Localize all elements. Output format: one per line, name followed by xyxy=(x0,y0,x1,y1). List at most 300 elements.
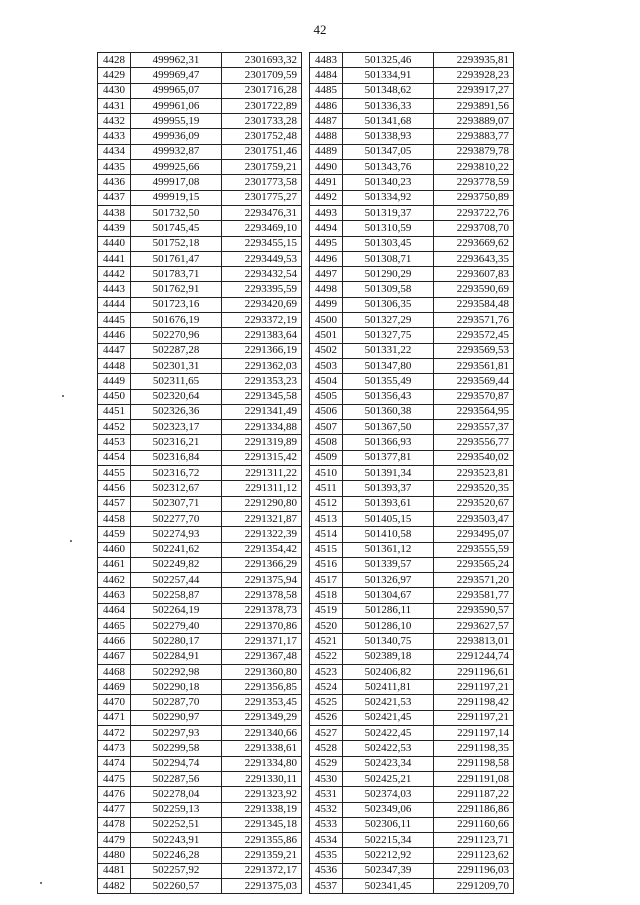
x-coordinate-cell: 502307,71 xyxy=(131,496,222,511)
table-row xyxy=(98,98,302,113)
y-coordinate-cell: 2293778,59 xyxy=(434,175,514,190)
table-row xyxy=(98,251,302,266)
point-number-cell: 4466 xyxy=(98,634,131,649)
y-coordinate-cell: 2291366,19 xyxy=(222,343,302,358)
y-coordinate-cell: 2301733,28 xyxy=(222,114,302,129)
y-coordinate-cell: 2291160,66 xyxy=(434,817,514,832)
table-row xyxy=(310,450,514,465)
point-number-cell: 4470 xyxy=(98,695,131,710)
y-coordinate-cell: 2293607,83 xyxy=(434,267,514,282)
x-coordinate-cell: 502389,18 xyxy=(343,649,434,664)
point-number-cell: 4460 xyxy=(98,542,131,557)
table-row xyxy=(310,741,514,756)
point-number-cell: 4486 xyxy=(310,98,343,113)
x-coordinate-cell: 501325,46 xyxy=(343,53,434,68)
y-coordinate-cell: 2293495,07 xyxy=(434,527,514,542)
point-number-cell: 4519 xyxy=(310,603,343,618)
x-coordinate-cell: 502287,70 xyxy=(131,695,222,710)
x-coordinate-cell: 501361,12 xyxy=(343,542,434,557)
table-row xyxy=(310,68,514,83)
y-coordinate-cell: 2293520,35 xyxy=(434,481,514,496)
point-number-cell: 4447 xyxy=(98,343,131,358)
coordinates-table-right xyxy=(309,52,514,894)
y-coordinate-cell: 2293395,59 xyxy=(222,282,302,297)
y-coordinate-cell: 2293523,81 xyxy=(434,466,514,481)
y-coordinate-cell: 2291319,89 xyxy=(222,435,302,450)
y-coordinate-cell: 2293520,67 xyxy=(434,496,514,511)
table-row xyxy=(98,114,302,129)
table-row xyxy=(98,328,302,343)
table-row xyxy=(310,236,514,251)
table-row xyxy=(310,695,514,710)
point-number-cell: 4444 xyxy=(98,297,131,312)
table-row xyxy=(310,817,514,832)
point-number-cell: 4455 xyxy=(98,466,131,481)
y-coordinate-cell: 2293571,20 xyxy=(434,573,514,588)
x-coordinate-cell: 501745,45 xyxy=(131,221,222,236)
point-number-cell: 4438 xyxy=(98,205,131,220)
y-coordinate-cell: 2293503,47 xyxy=(434,511,514,526)
table-row xyxy=(98,236,302,251)
table-row xyxy=(98,68,302,83)
point-number-cell: 4431 xyxy=(98,98,131,113)
y-coordinate-cell: 2291375,94 xyxy=(222,573,302,588)
point-number-cell: 4429 xyxy=(98,68,131,83)
x-coordinate-cell: 502212,92 xyxy=(343,848,434,863)
x-coordinate-cell: 499961,06 xyxy=(131,98,222,113)
table-row xyxy=(310,557,514,572)
page-number: 42 xyxy=(313,22,327,37)
point-number-cell: 4469 xyxy=(98,680,131,695)
y-coordinate-cell: 2291383,64 xyxy=(222,328,302,343)
table-row xyxy=(310,771,514,786)
table-row xyxy=(310,680,514,695)
x-coordinate-cell: 502316,84 xyxy=(131,450,222,465)
table-row xyxy=(310,83,514,98)
x-coordinate-cell: 502341,45 xyxy=(343,879,434,894)
y-coordinate-cell: 2291338,19 xyxy=(222,802,302,817)
y-coordinate-cell: 2293813,01 xyxy=(434,634,514,649)
table-row xyxy=(310,313,514,328)
point-number-cell: 4461 xyxy=(98,557,131,572)
point-number-cell: 4454 xyxy=(98,450,131,465)
table-row xyxy=(98,466,302,481)
x-coordinate-cell: 501306,35 xyxy=(343,297,434,312)
y-coordinate-cell: 2291353,45 xyxy=(222,695,302,710)
table-row xyxy=(98,833,302,848)
x-coordinate-cell: 502258,87 xyxy=(131,588,222,603)
y-coordinate-cell: 2293810,22 xyxy=(434,160,514,175)
table-row xyxy=(98,221,302,236)
x-coordinate-cell: 502347,39 xyxy=(343,863,434,878)
table-row xyxy=(98,267,302,282)
y-coordinate-cell: 2291345,18 xyxy=(222,817,302,832)
x-coordinate-cell: 501732,50 xyxy=(131,205,222,220)
y-coordinate-cell: 2291196,03 xyxy=(434,863,514,878)
point-number-cell: 4435 xyxy=(98,160,131,175)
x-coordinate-cell: 501309,58 xyxy=(343,282,434,297)
x-coordinate-cell: 502425,21 xyxy=(343,771,434,786)
table-row xyxy=(98,343,302,358)
y-coordinate-cell: 2293569,53 xyxy=(434,343,514,358)
table-row xyxy=(310,98,514,113)
table-row xyxy=(98,374,302,389)
x-coordinate-cell: 502260,57 xyxy=(131,879,222,894)
point-number-cell: 4494 xyxy=(310,221,343,236)
x-coordinate-cell: 502316,72 xyxy=(131,466,222,481)
x-coordinate-cell: 502280,17 xyxy=(131,634,222,649)
table-row xyxy=(310,588,514,603)
x-coordinate-cell: 501339,57 xyxy=(343,557,434,572)
table-row xyxy=(98,680,302,695)
x-coordinate-cell: 502297,93 xyxy=(131,726,222,741)
x-coordinate-cell: 501366,93 xyxy=(343,435,434,450)
x-coordinate-cell: 502374,03 xyxy=(343,787,434,802)
point-number-cell: 4500 xyxy=(310,313,343,328)
point-number-cell: 4484 xyxy=(310,68,343,83)
table-row xyxy=(98,129,302,144)
table-row xyxy=(98,358,302,373)
x-coordinate-cell: 501334,91 xyxy=(343,68,434,83)
table-row xyxy=(98,511,302,526)
y-coordinate-cell: 2291356,85 xyxy=(222,680,302,695)
x-coordinate-cell: 501761,47 xyxy=(131,251,222,266)
point-number-cell: 4442 xyxy=(98,267,131,282)
table-row xyxy=(310,664,514,679)
x-coordinate-cell: 502290,18 xyxy=(131,680,222,695)
x-coordinate-cell: 501762,91 xyxy=(131,282,222,297)
table-row xyxy=(310,435,514,450)
y-coordinate-cell: 2293627,57 xyxy=(434,618,514,633)
table-row xyxy=(98,603,302,618)
table-row xyxy=(98,542,302,557)
table-row xyxy=(310,420,514,435)
table-row xyxy=(98,450,302,465)
x-coordinate-cell: 502274,93 xyxy=(131,527,222,542)
x-coordinate-cell: 502287,28 xyxy=(131,343,222,358)
point-number-cell: 4465 xyxy=(98,618,131,633)
x-coordinate-cell: 502422,45 xyxy=(343,726,434,741)
x-coordinate-cell: 502306,11 xyxy=(343,817,434,832)
point-number-cell: 4512 xyxy=(310,496,343,511)
table-row xyxy=(98,802,302,817)
x-coordinate-cell: 499925,66 xyxy=(131,160,222,175)
point-number-cell: 4485 xyxy=(310,83,343,98)
y-coordinate-cell: 2291323,92 xyxy=(222,787,302,802)
x-coordinate-cell: 501347,80 xyxy=(343,358,434,373)
point-number-cell: 4451 xyxy=(98,404,131,419)
point-number-cell: 4534 xyxy=(310,833,343,848)
x-coordinate-cell: 499917,08 xyxy=(131,175,222,190)
y-coordinate-cell: 2293555,59 xyxy=(434,542,514,557)
y-coordinate-cell: 2293372,19 xyxy=(222,313,302,328)
y-coordinate-cell: 2291123,71 xyxy=(434,833,514,848)
x-coordinate-cell: 502316,21 xyxy=(131,435,222,450)
table-row xyxy=(98,787,302,802)
y-coordinate-cell: 2291209,70 xyxy=(434,879,514,894)
y-coordinate-cell: 2301751,46 xyxy=(222,144,302,159)
y-coordinate-cell: 2291187,22 xyxy=(434,787,514,802)
table-row xyxy=(98,756,302,771)
x-coordinate-cell: 501304,67 xyxy=(343,588,434,603)
point-number-cell: 4490 xyxy=(310,160,343,175)
table-row xyxy=(98,53,302,68)
point-number-cell: 4487 xyxy=(310,114,343,129)
x-coordinate-cell: 499962,31 xyxy=(131,53,222,68)
table-row xyxy=(98,863,302,878)
y-coordinate-cell: 2291191,08 xyxy=(434,771,514,786)
table-row xyxy=(310,634,514,649)
y-coordinate-cell: 2293750,89 xyxy=(434,190,514,205)
y-coordinate-cell: 2291360,80 xyxy=(222,664,302,679)
x-coordinate-cell: 501367,50 xyxy=(343,420,434,435)
y-coordinate-cell: 2293572,45 xyxy=(434,328,514,343)
x-coordinate-cell: 501327,29 xyxy=(343,313,434,328)
x-coordinate-cell: 501676,19 xyxy=(131,313,222,328)
point-number-cell: 4524 xyxy=(310,680,343,695)
y-coordinate-cell: 2291378,73 xyxy=(222,603,302,618)
y-coordinate-cell: 2291322,39 xyxy=(222,527,302,542)
table-row xyxy=(98,144,302,159)
coordinates-table-left xyxy=(97,52,302,894)
x-coordinate-cell: 502279,40 xyxy=(131,618,222,633)
table-row xyxy=(98,879,302,894)
table-row xyxy=(98,389,302,404)
table-row xyxy=(310,466,514,481)
y-coordinate-cell: 2291362,03 xyxy=(222,358,302,373)
y-coordinate-cell: 2291341,49 xyxy=(222,404,302,419)
x-coordinate-cell: 502290,97 xyxy=(131,710,222,725)
point-number-cell: 4498 xyxy=(310,282,343,297)
table-row xyxy=(310,726,514,741)
table-row xyxy=(98,435,302,450)
table-row xyxy=(310,848,514,863)
y-coordinate-cell: 2293432,54 xyxy=(222,267,302,282)
y-coordinate-cell: 2293469,10 xyxy=(222,221,302,236)
table-row xyxy=(98,618,302,633)
point-number-cell: 4528 xyxy=(310,741,343,756)
y-coordinate-cell: 2291197,21 xyxy=(434,680,514,695)
x-coordinate-cell: 502406,82 xyxy=(343,664,434,679)
point-number-cell: 4428 xyxy=(98,53,131,68)
table-row xyxy=(98,557,302,572)
y-coordinate-cell: 2293891,56 xyxy=(434,98,514,113)
table-row xyxy=(310,603,514,618)
x-coordinate-cell: 502422,53 xyxy=(343,741,434,756)
x-coordinate-cell: 502257,92 xyxy=(131,863,222,878)
point-number-cell: 4452 xyxy=(98,420,131,435)
point-number-cell: 4510 xyxy=(310,466,343,481)
table-row xyxy=(310,221,514,236)
table-row xyxy=(98,588,302,603)
table-row xyxy=(310,144,514,159)
point-number-cell: 4511 xyxy=(310,481,343,496)
point-number-cell: 4530 xyxy=(310,771,343,786)
table-row xyxy=(310,358,514,373)
x-coordinate-cell: 501377,81 xyxy=(343,450,434,465)
x-coordinate-cell: 501338,93 xyxy=(343,129,434,144)
point-number-cell: 4483 xyxy=(310,53,343,68)
y-coordinate-cell: 2291334,80 xyxy=(222,756,302,771)
y-coordinate-cell: 2293643,35 xyxy=(434,251,514,266)
table-row xyxy=(98,771,302,786)
x-coordinate-cell: 501340,23 xyxy=(343,175,434,190)
y-coordinate-cell: 2291370,86 xyxy=(222,618,302,633)
x-coordinate-cell: 501290,29 xyxy=(343,267,434,282)
point-number-cell: 4493 xyxy=(310,205,343,220)
x-coordinate-cell: 501310,59 xyxy=(343,221,434,236)
point-number-cell: 4515 xyxy=(310,542,343,557)
x-coordinate-cell: 501303,45 xyxy=(343,236,434,251)
x-coordinate-cell: 501393,61 xyxy=(343,496,434,511)
point-number-cell: 4440 xyxy=(98,236,131,251)
x-coordinate-cell: 502311,65 xyxy=(131,374,222,389)
table-row xyxy=(98,282,302,297)
x-coordinate-cell: 502215,34 xyxy=(343,833,434,848)
y-coordinate-cell: 2293564,95 xyxy=(434,404,514,419)
y-coordinate-cell: 2291353,23 xyxy=(222,374,302,389)
point-number-cell: 4462 xyxy=(98,573,131,588)
table-row xyxy=(310,282,514,297)
x-coordinate-cell: 501340,75 xyxy=(343,634,434,649)
point-number-cell: 4504 xyxy=(310,374,343,389)
y-coordinate-cell: 2293556,77 xyxy=(434,435,514,450)
x-coordinate-cell: 502312,67 xyxy=(131,481,222,496)
point-number-cell: 4531 xyxy=(310,787,343,802)
y-coordinate-cell: 2291311,12 xyxy=(222,481,302,496)
point-number-cell: 4464 xyxy=(98,603,131,618)
scan-speck xyxy=(70,540,72,542)
table-row xyxy=(310,710,514,725)
point-number-cell: 4471 xyxy=(98,710,131,725)
x-coordinate-cell: 501347,05 xyxy=(343,144,434,159)
point-number-cell: 4434 xyxy=(98,144,131,159)
point-number-cell: 4517 xyxy=(310,573,343,588)
x-coordinate-cell: 501326,97 xyxy=(343,573,434,588)
y-coordinate-cell: 2291315,42 xyxy=(222,450,302,465)
point-number-cell: 4437 xyxy=(98,190,131,205)
point-number-cell: 4506 xyxy=(310,404,343,419)
point-number-cell: 4537 xyxy=(310,879,343,894)
table-row xyxy=(98,420,302,435)
table-row xyxy=(98,634,302,649)
x-coordinate-cell: 502423,34 xyxy=(343,756,434,771)
x-coordinate-cell: 502421,53 xyxy=(343,695,434,710)
x-coordinate-cell: 501334,92 xyxy=(343,190,434,205)
x-coordinate-cell: 501723,16 xyxy=(131,297,222,312)
x-coordinate-cell: 502257,44 xyxy=(131,573,222,588)
x-coordinate-cell: 501327,75 xyxy=(343,328,434,343)
x-coordinate-cell: 499919,15 xyxy=(131,190,222,205)
table-row xyxy=(310,649,514,664)
x-coordinate-cell: 502246,28 xyxy=(131,848,222,863)
y-coordinate-cell: 2291345,58 xyxy=(222,389,302,404)
table-row xyxy=(98,527,302,542)
y-coordinate-cell: 2301773,58 xyxy=(222,175,302,190)
y-coordinate-cell: 2293889,07 xyxy=(434,114,514,129)
point-number-cell: 4505 xyxy=(310,389,343,404)
point-number-cell: 4513 xyxy=(310,511,343,526)
y-coordinate-cell: 2293449,53 xyxy=(222,251,302,266)
y-coordinate-cell: 2291372,17 xyxy=(222,863,302,878)
point-number-cell: 4509 xyxy=(310,450,343,465)
x-coordinate-cell: 501286,11 xyxy=(343,603,434,618)
y-coordinate-cell: 2291198,58 xyxy=(434,756,514,771)
y-coordinate-cell: 2293476,31 xyxy=(222,205,302,220)
table-row xyxy=(98,313,302,328)
x-coordinate-cell: 502323,17 xyxy=(131,420,222,435)
table-row xyxy=(98,726,302,741)
point-number-cell: 4472 xyxy=(98,726,131,741)
y-coordinate-cell: 2293540,02 xyxy=(434,450,514,465)
point-number-cell: 4520 xyxy=(310,618,343,633)
point-number-cell: 4468 xyxy=(98,664,131,679)
y-coordinate-cell: 2291198,35 xyxy=(434,741,514,756)
x-coordinate-cell: 502301,31 xyxy=(131,358,222,373)
point-number-cell: 4507 xyxy=(310,420,343,435)
y-coordinate-cell: 2293420,69 xyxy=(222,297,302,312)
x-coordinate-cell: 502320,64 xyxy=(131,389,222,404)
y-coordinate-cell: 2291355,86 xyxy=(222,833,302,848)
point-number-cell: 4459 xyxy=(98,527,131,542)
y-coordinate-cell: 2301722,89 xyxy=(222,98,302,113)
point-number-cell: 4480 xyxy=(98,848,131,863)
table-row xyxy=(310,160,514,175)
table-row xyxy=(310,756,514,771)
point-number-cell: 4482 xyxy=(98,879,131,894)
x-coordinate-cell: 502292,98 xyxy=(131,664,222,679)
table-row xyxy=(310,618,514,633)
x-coordinate-cell: 499955,19 xyxy=(131,114,222,129)
point-number-cell: 4479 xyxy=(98,833,131,848)
table-row xyxy=(310,404,514,419)
y-coordinate-cell: 2291311,22 xyxy=(222,466,302,481)
x-coordinate-cell: 501752,18 xyxy=(131,236,222,251)
y-coordinate-cell: 2291378,58 xyxy=(222,588,302,603)
y-coordinate-cell: 2293455,15 xyxy=(222,236,302,251)
x-coordinate-cell: 501356,43 xyxy=(343,389,434,404)
table-row xyxy=(310,374,514,389)
x-coordinate-cell: 501336,33 xyxy=(343,98,434,113)
y-coordinate-cell: 2291359,21 xyxy=(222,848,302,863)
point-number-cell: 4474 xyxy=(98,756,131,771)
point-number-cell: 4432 xyxy=(98,114,131,129)
table-row xyxy=(98,649,302,664)
point-number-cell: 4535 xyxy=(310,848,343,863)
table-row xyxy=(98,710,302,725)
y-coordinate-cell: 2293590,57 xyxy=(434,603,514,618)
x-coordinate-cell: 502284,91 xyxy=(131,649,222,664)
table-row xyxy=(98,573,302,588)
point-number-cell: 4477 xyxy=(98,802,131,817)
table-row xyxy=(310,802,514,817)
x-coordinate-cell: 501343,76 xyxy=(343,160,434,175)
table-row xyxy=(98,481,302,496)
y-coordinate-cell: 2293935,81 xyxy=(434,53,514,68)
table-row xyxy=(310,863,514,878)
table-row xyxy=(310,267,514,282)
y-coordinate-cell: 2293722,76 xyxy=(434,205,514,220)
table-row xyxy=(310,573,514,588)
x-coordinate-cell: 502264,19 xyxy=(131,603,222,618)
y-coordinate-cell: 2291196,61 xyxy=(434,664,514,679)
x-coordinate-cell: 501308,71 xyxy=(343,251,434,266)
x-coordinate-cell: 501348,62 xyxy=(343,83,434,98)
table-row xyxy=(98,496,302,511)
y-coordinate-cell: 2301693,32 xyxy=(222,53,302,68)
point-number-cell: 4443 xyxy=(98,282,131,297)
point-number-cell: 4449 xyxy=(98,374,131,389)
